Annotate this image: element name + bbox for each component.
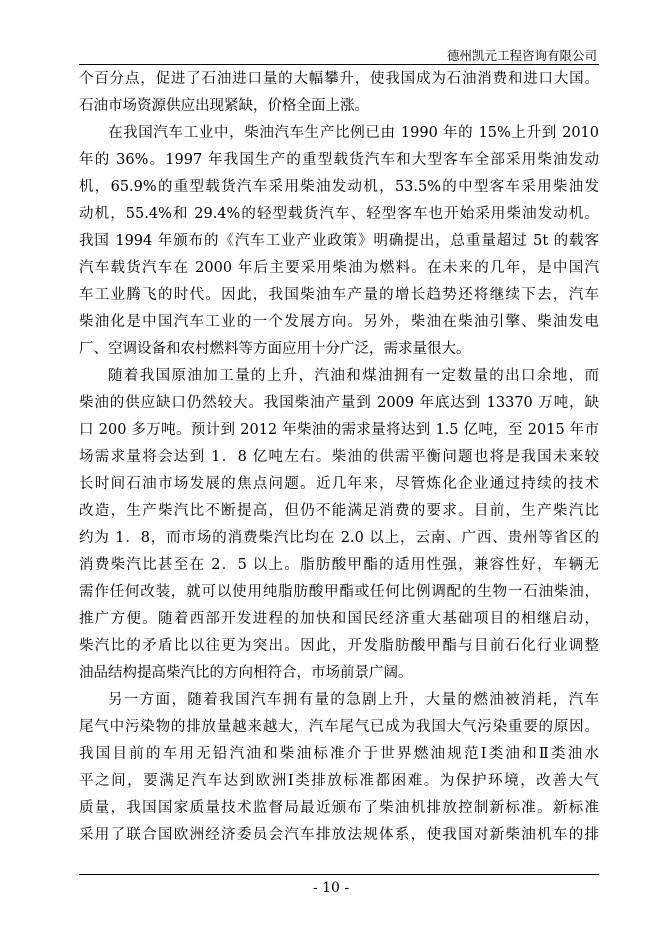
text-line: 约为 1．8，而市场的消费柴汽比均在 2.0 以上，云南、广西、贵州等省区的	[79, 530, 599, 546]
text-line: 石油市场资源供应出现紧缺，价格全面上涨。	[79, 98, 369, 114]
text-line: 车工业腾飞的时代。因此，我国柴油车产量的增长趋势还将继续下去，汽车	[79, 287, 599, 303]
text-line: 在我国汽车工业中，柴油汽车生产比例已由 1990 年的 15%上升到 2010	[108, 125, 599, 141]
paragraph	[79, 120, 599, 363]
paragraph	[79, 363, 599, 687]
text-line: 汽车载货汽车在 2000 年后主要采用柴油为燃料。在未来的几年，是中国汽	[79, 260, 599, 276]
text-line: 采用了联合国欧洲经济委员会汽车排放法规体系，使我国对新柴油机车的排	[79, 827, 599, 843]
text-line: 另一方面，随着我国汽车拥有量的急剧上升，大量的燃油被消耗，汽车	[108, 692, 599, 708]
text-line: 口 200 多万吨。预计到 2012 年柴油的需求量将达到 1.5 亿吨，至 2015 年市	[79, 422, 599, 438]
text-line: 场需求量将会达到 1．8 亿吨左右。柴油的供需平衡问题也将是我国未来较	[79, 449, 599, 465]
text-line: 我国目前的车用无铅汽油和柴油标准介于世界燃油规范Ⅰ类油和Ⅱ类油水	[79, 746, 599, 762]
text-line: 个百分点，促进了石油进口量的大幅攀升，使我国成为石油消费和进口大国。	[79, 71, 599, 87]
text-line: 改造，生产柴汽比不断提高，但仍不能满足消费的要求。目前，生产柴汽比	[79, 503, 599, 519]
paragraph	[79, 687, 599, 849]
document-body	[79, 66, 599, 849]
text-line: 柴油的供应缺口仍然较大。我国柴油产量到 2009 年底达到 13370 万吨，缺	[79, 395, 599, 411]
text-line: 机，65.9%的重型载货汽车采用柴油发动机，53.5%的中型客车采用柴油发	[79, 179, 599, 195]
text-line: 动机，55.4%和 29.4%的轻型载货汽车、轻型客车也开始采用柴油发动机。	[79, 206, 599, 222]
text-line: 消费柴汽比甚至在 2．5 以上。脂肪酸甲酯的适用性强，兼容性好，车辆无	[79, 557, 599, 573]
text-line: 尾气中污染物的排放量越来越大，汽车尾气已成为我国大气污染重要的原因。	[79, 719, 599, 735]
text-line: 长时间石油市场发展的焦点问题。近几年来，尽管炼化企业通过持续的技术	[79, 476, 599, 492]
text-line: 年的 36%。1997 年我国生产的重型载货汽车和大型客车全部采用柴油发动	[79, 152, 599, 168]
text-line: 柴汽比的矛盾比以往更为突出。因此，开发脂肪酸甲酯与目前石化行业调整	[79, 638, 599, 654]
text-line: 油品结构提高柴汽比的方向相符合，市场前景广阔。	[79, 665, 413, 681]
page-number: - 10 -	[312, 880, 350, 896]
text-line: 厂、空调设备和农村燃料等方面应用十分广泛，需求量很大。	[79, 341, 471, 357]
page-header	[79, 44, 599, 65]
paragraph	[79, 66, 599, 120]
text-line: 平之间，要满足汽车达到欧洲Ⅰ类排放标准都困难。为保护环境，改善大气	[79, 773, 599, 789]
text-line: 质量，我国国家质量技术监督局最近颁布了柴油机排放控制新标准。新标准	[79, 800, 599, 816]
text-line: 我国 1994 年颁布的《汽车工业产业政策》明确提出，总重量超过 5t 的载客	[79, 233, 599, 249]
header-company-name: 德州凯元工程咨询有限公司	[446, 48, 597, 63]
text-line: 随着我国原油加工量的上升，汽油和煤油拥有一定数量的出口余地，而	[108, 368, 599, 384]
footer-rule	[79, 874, 599, 875]
text-line: 需作任何改装，就可以使用纯脂肪酸甲酯或任何比例调配的生物一石油柴油，	[79, 584, 599, 600]
text-line: 柴油化是中国汽车工业的一个发展方向。另外，柴油在柴油引擎、柴油发电	[79, 314, 599, 330]
text-line: 推广方便。随着西部开发进程的加快和国民经济重大基础项目的相继启动，	[79, 611, 599, 627]
